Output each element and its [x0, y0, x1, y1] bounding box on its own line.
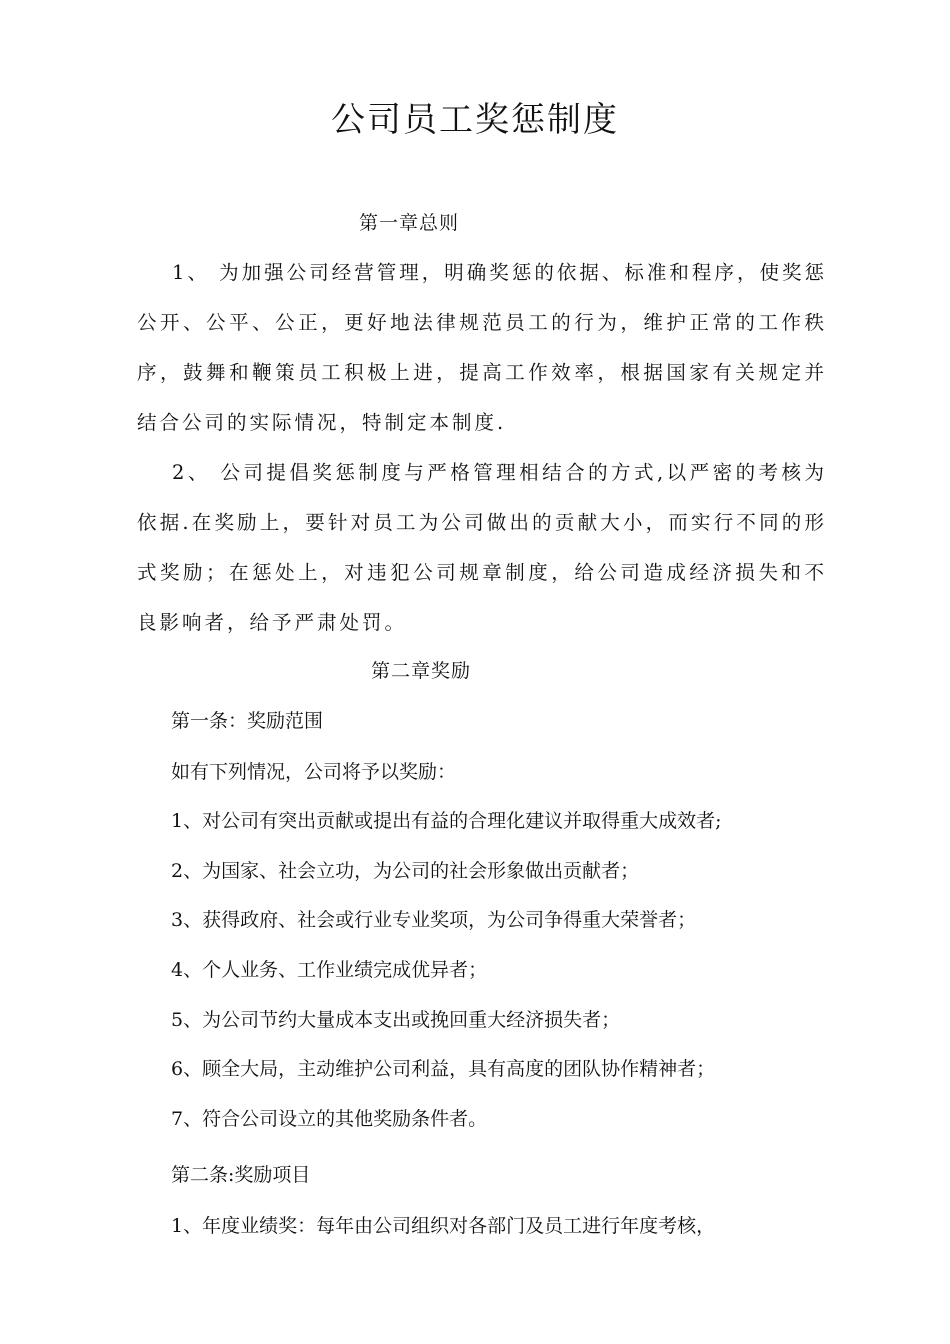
list-item: 1、对公司有突出贡献或提出有益的合理化建议并取得重大成效者; — [171, 810, 722, 832]
chapter-1-heading: 第一章总则 — [359, 212, 460, 234]
chapter-1-paragraph-1 — [137, 248, 827, 448]
list-item: 4、个人业务、工作业绩完成优异者； — [171, 959, 488, 981]
chapter-1-paragraph-2 — [137, 448, 827, 648]
chapter-2-heading: 第二章奖励 — [371, 660, 472, 682]
list-item: 1、年度业绩奖：每年由公司组织对各部门及员工进行年度考核， — [171, 1215, 716, 1237]
list-item: 7、符合公司设立的其他奖励条件者。 — [171, 1108, 488, 1130]
paragraph-text: 1、 为加强公司经营管理，明确奖惩的依据、标准和程序，使奖惩公开、公平、公正，更好地法律规范员工的行为，维护正常的工作秩序，鼓舞和鞭策员工积极上进，提高工作效率，根据国家有关规定并结合公司的实际情况，特制定本制度. — [137, 261, 827, 434]
list-item: 2、为国家、社会立功，为公司的社会形象做出贡献者； — [171, 860, 640, 882]
article-2-heading: 第二条:奖励项目 — [171, 1164, 311, 1186]
list-item: 3、获得政府、社会或行业专业奖项，为公司争得重大荣誉者； — [171, 909, 697, 931]
article-1-heading: 第一条：奖励范围 — [171, 710, 324, 732]
paragraph-text: 2、 公司提倡奖惩制度与严格管理相结合的方式,以严密的考核为依据.在奖励上，要针对员工为公司做出的贡献大小，而实行不同的形式奖励；在惩处上，对违犯公司规章制度，给公司造成经济损失和不良影响者，给予严肃处罚。 — [137, 461, 827, 634]
list-item: 5、为公司节约大量成本支出或挽回重大经济损失者； — [171, 1009, 621, 1031]
document-title: 公司员工奖惩制度 — [331, 100, 619, 140]
article-1-intro: 如有下列情况，公司将予以奖励： — [171, 761, 457, 783]
list-item: 6、顾全大局，主动维护公司利益，具有高度的团队协作精神者； — [171, 1058, 716, 1080]
